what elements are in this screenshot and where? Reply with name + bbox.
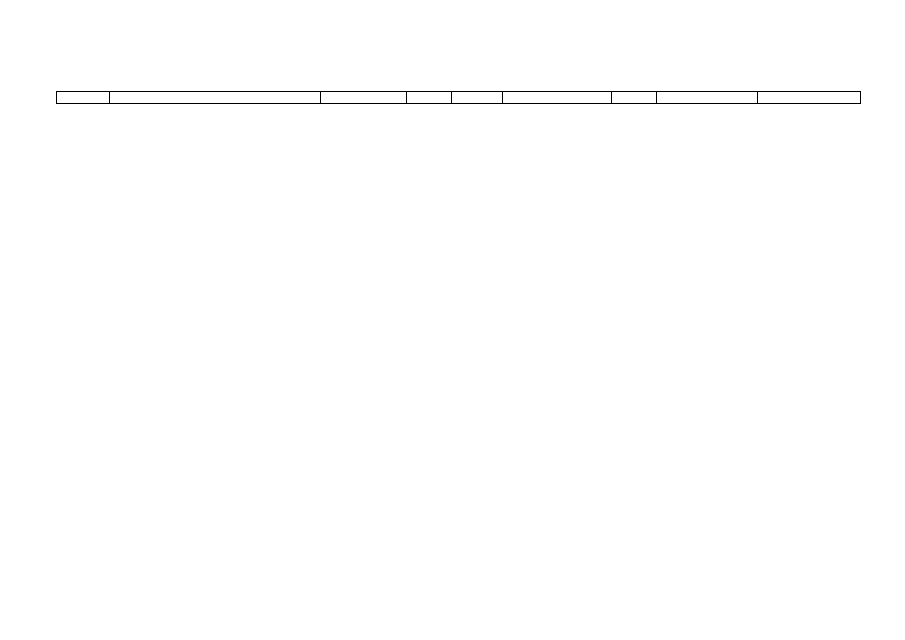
header-col-6 (503, 92, 612, 103)
header-col-5 (452, 92, 503, 103)
header-col-1 (57, 92, 110, 103)
header-col-8 (657, 92, 758, 103)
header-col-3 (321, 92, 407, 103)
header-col-4 (407, 92, 452, 103)
column-number-header (56, 91, 861, 104)
header-col-9 (758, 92, 862, 103)
header-col-2 (110, 92, 321, 103)
header-col-7 (612, 92, 657, 103)
